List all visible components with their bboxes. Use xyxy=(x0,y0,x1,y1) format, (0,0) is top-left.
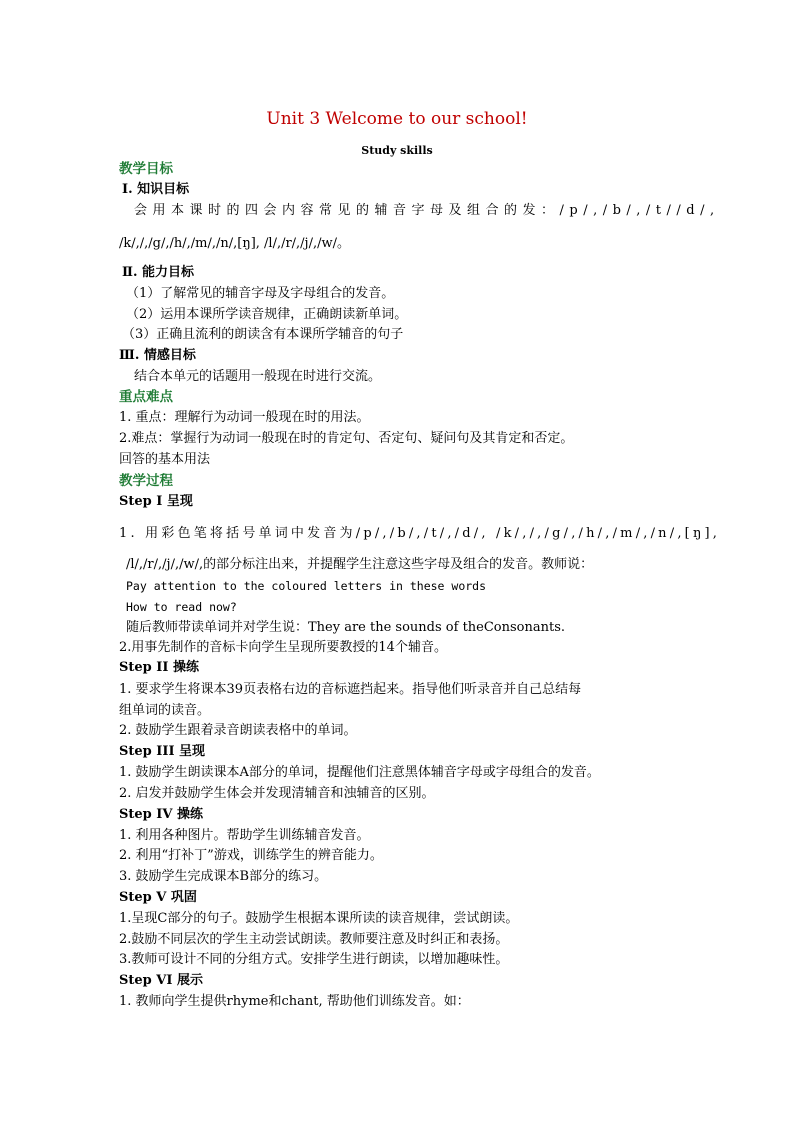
objectives-heading: 教学目标 xyxy=(119,161,173,177)
knowledge-line-1: 会用本课时的四会内容常见的辅音字母及组合的发：/p/,/b/,/t//d/, xyxy=(134,203,720,218)
key-heading: 重点难点 xyxy=(119,389,173,405)
step-4-title: Step IV 操练 xyxy=(119,807,203,822)
step-1-line-2: /l/,/r/,/j/,/w/,的部分标注出来，并提醒学生注意这些字母及组合的发音。教师说： xyxy=(126,557,594,572)
key-item-1: 1. 重点：理解行为动词一般现在时的用法。 xyxy=(119,410,370,425)
ability-heading: Ⅱ. 能力目标 xyxy=(122,265,195,280)
emotion-item-1: 结合本单元的话题用一般现在时进行交流。 xyxy=(134,369,382,384)
step-1-line-1: 1. 用彩色笔将括号单词中发音为/p/,/b/,/t/,/d/, /k/,/,/g/,/h/,/m/,/n/,[ŋ], xyxy=(119,526,721,541)
step-3-line-1: 1. 鼓励学生朗读课本A部分的单词，提醒他们注意黑体辅音字母或字母组合的发音。 xyxy=(119,765,600,780)
step-5-line-1: 1.呈现C部分的句子。鼓励学生根据本课所读的读音规律，尝试朗读。 xyxy=(119,911,519,926)
key-item-3: 回答的基本用法 xyxy=(119,452,211,467)
step-4-line-1: 1. 利用各种图片。帮助学生训练辅音发音。 xyxy=(119,828,370,843)
step-2-line-3: 2. 鼓励学生跟着录音朗读表格中的单词。 xyxy=(119,723,357,738)
step-4-line-3: 3. 鼓励学生完成课本B部分的练习。 xyxy=(119,869,328,884)
step-1-title: Step I 呈现 xyxy=(119,494,193,509)
step-5-line-2: 2.鼓励不同层次的学生主动尝试朗读。教师要注意及时纠正和表扬。 xyxy=(119,932,509,947)
step-1-line-6: 2.用事先制作的音标卡向学生呈现所要教授的14个辅音。 xyxy=(119,640,447,655)
document-subtitle: Study skills xyxy=(361,144,433,157)
step-2-line-2: 组单词的读音。 xyxy=(119,703,211,718)
step-5-title: Step V 巩固 xyxy=(119,890,197,905)
step-2-line-1: 1. 要求学生将课本39页表格右边的音标遮挡起来。指导他们听录音并自己总结每 xyxy=(119,682,582,697)
step-1-line-5: 随后教师带读单词并对学生说：They are the sounds of theConsonants. xyxy=(126,620,566,635)
emotion-heading: Ⅲ. 情感目标 xyxy=(119,348,196,363)
knowledge-line-2: /k/,/,/g/,/h/,/m/,/n/,[ŋ], /l/,/r/,/j/,/w/。 xyxy=(119,236,350,251)
ability-item-1: （1）了解常见的辅音字母及字母组合的发音。 xyxy=(126,286,395,301)
step-3-title: Step III 呈现 xyxy=(119,744,206,759)
step-4-line-2: 2. 利用“打补丁”游戏，训练学生的辨音能力。 xyxy=(119,848,383,863)
key-item-2: 2.难点：掌握行为动词一般现在时的肯定句、否定句、疑问句及其肯定和否定。 xyxy=(119,431,574,446)
knowledge-heading: Ⅰ. 知识目标 xyxy=(122,182,190,197)
process-heading: 教学过程 xyxy=(119,473,173,489)
step-5-line-3: 3.教师可设计不同的分组方式。安排学生进行朗读，以增加趣味性。 xyxy=(119,952,509,967)
ability-item-2: （2）运用本课所学读音规律，正确朗读新单词。 xyxy=(126,307,408,322)
step-1-line-3: Pay attention to the coloured letters in these words xyxy=(126,579,487,593)
ability-item-3: （3）正确且流利的朗读含有本课所学辅音的句子 xyxy=(122,327,404,342)
step-6-title: Step VI 展示 xyxy=(119,973,203,988)
step-3-line-2: 2. 启发并鼓励学生体会并发现清辅音和浊辅音的区别。 xyxy=(119,786,435,801)
step-2-title: Step II 操练 xyxy=(119,660,199,675)
step-6-line-1: 1. 教师向学生提供rhyme和chant, 帮助他们训练发音。如： xyxy=(119,994,470,1009)
document-title: Unit 3 Welcome to our school! xyxy=(266,109,528,129)
step-1-line-4: How to read now? xyxy=(126,600,237,614)
